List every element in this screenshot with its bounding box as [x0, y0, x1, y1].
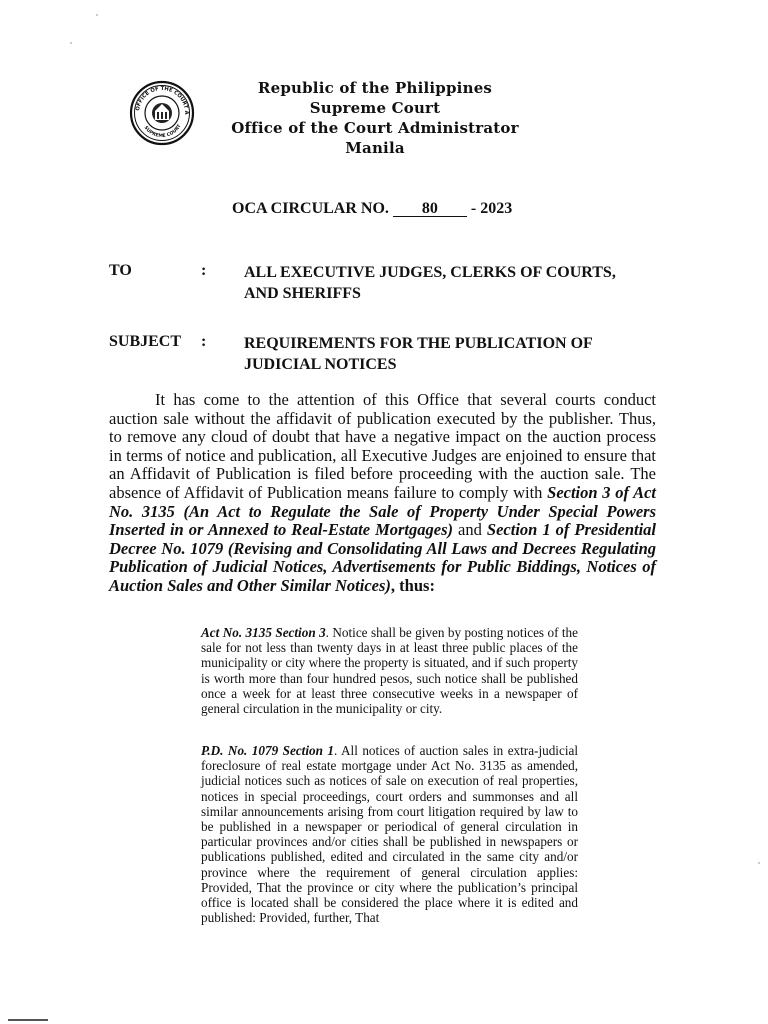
body-and: and	[453, 520, 487, 540]
subject-line-2: JUDICIAL NOTICES	[244, 356, 397, 373]
quote-act-3135-title: Act No. 3135 Section 3	[201, 625, 326, 640]
oca-seal-logo	[129, 80, 195, 146]
subject-line-1: REQUIREMENTS FOR THE PUBLICATION OF	[244, 335, 593, 352]
quote-pd-1079-text: . All notices of auction sales in extra-judicial foreclosure of real estate mortgage under Act No. 3135 as amended, judicial notices such as notices of sale on execution of real properties, notices in special proceedings, court orders and summonses and all similar announcements arising from court litigation required by law to be published in a newspaper or periodical of general circulation in particular provinces and/or cities shall be published in newspapers or publications published, edited and circulated in the same city and/or province where the requirement of general circulation applies: Provided, That the province or city where the publication’s principal office is located shall be considered the place where it is edited and published: Provided, further, That	[201, 743, 578, 926]
circular-year: - 2023	[470, 200, 513, 217]
body-reference-pd-1079: Section 1 of Presidential Decree No. 1079 (Revising and Consolidating All Laws and Decrees Regulating Publication of Judicial Notices, Advertisements for Public Biddings, Notices of Auction Sales and Other Similar Notices)	[109, 520, 656, 595]
scan-speck	[96, 14, 98, 16]
subject-text	[244, 333, 664, 375]
circular-prefix: OCA CIRCULAR NO.	[232, 200, 389, 217]
body-paragraph	[109, 391, 656, 596]
quote-pd-1079-title: P.D. No. 1079 Section 1	[201, 743, 334, 758]
letterhead-city: Manila	[345, 139, 405, 157]
quote-act-3135-text: . Notice shall be given by posting notices of the sale for not less than twenty days in at least three public places of the municipality or city where the property is situated, and if such property is worth more than four hundred pesos, such notice shall be published once a week for at least three consecutive weeks in a newspaper of general circulation in the municipality or city.	[201, 625, 578, 717]
scan-edge-mark	[8, 1019, 48, 1021]
to-label: TO	[109, 262, 132, 279]
letterhead-republic: Republic of the Philippines	[257, 79, 493, 97]
subject-colon: :	[201, 333, 207, 350]
svg-text:OFFICE OF THE COURT ADMIN.: OFFICE OF THE COURT A	[135, 85, 190, 115]
to-line-1: ALL EXECUTIVE JUDGES, CLERKS OF COURTS,	[244, 264, 616, 281]
quote-act-3135	[201, 625, 578, 716]
circular-number-line	[232, 200, 512, 218]
letterhead-supreme-court: Supreme Court	[309, 99, 441, 117]
body-ending: , thus:	[390, 575, 435, 595]
to-colon: :	[201, 262, 207, 279]
quote-pd-1079	[201, 743, 578, 925]
circular-number: 80	[393, 202, 467, 217]
letterhead	[230, 78, 520, 158]
body-reference-act-3135: Section 3 of Act No. 3135 (An Act to Regulate the Sale of Property Under Special Powers Inserted in or Annexed to Real-Estate Mortgages)	[109, 482, 656, 540]
scan-speck	[758, 862, 760, 864]
svg-text:SUPREME COURT: SUPREME COURT	[142, 123, 183, 140]
scan-speck	[70, 42, 72, 44]
letterhead-office: Office of the Court Administrator	[231, 119, 519, 137]
to-line-2: AND SHERIFFS	[244, 285, 361, 302]
to-recipients	[244, 262, 664, 304]
subject-label: SUBJECT	[109, 333, 182, 350]
body-text: It has come to the attention of this Office that several courts conduct auction sale without the affidavit of publication executed by the publisher. Thus, to remove any cloud of doubt that have a negative impact on the auction process in terms of notice and publication, all Executive Judges are enjoined to ensure that an Affidavit of Publication is filed before proceeding with the auction sale. The absence of Affidavit of Publication means failure to comply with	[109, 390, 656, 502]
